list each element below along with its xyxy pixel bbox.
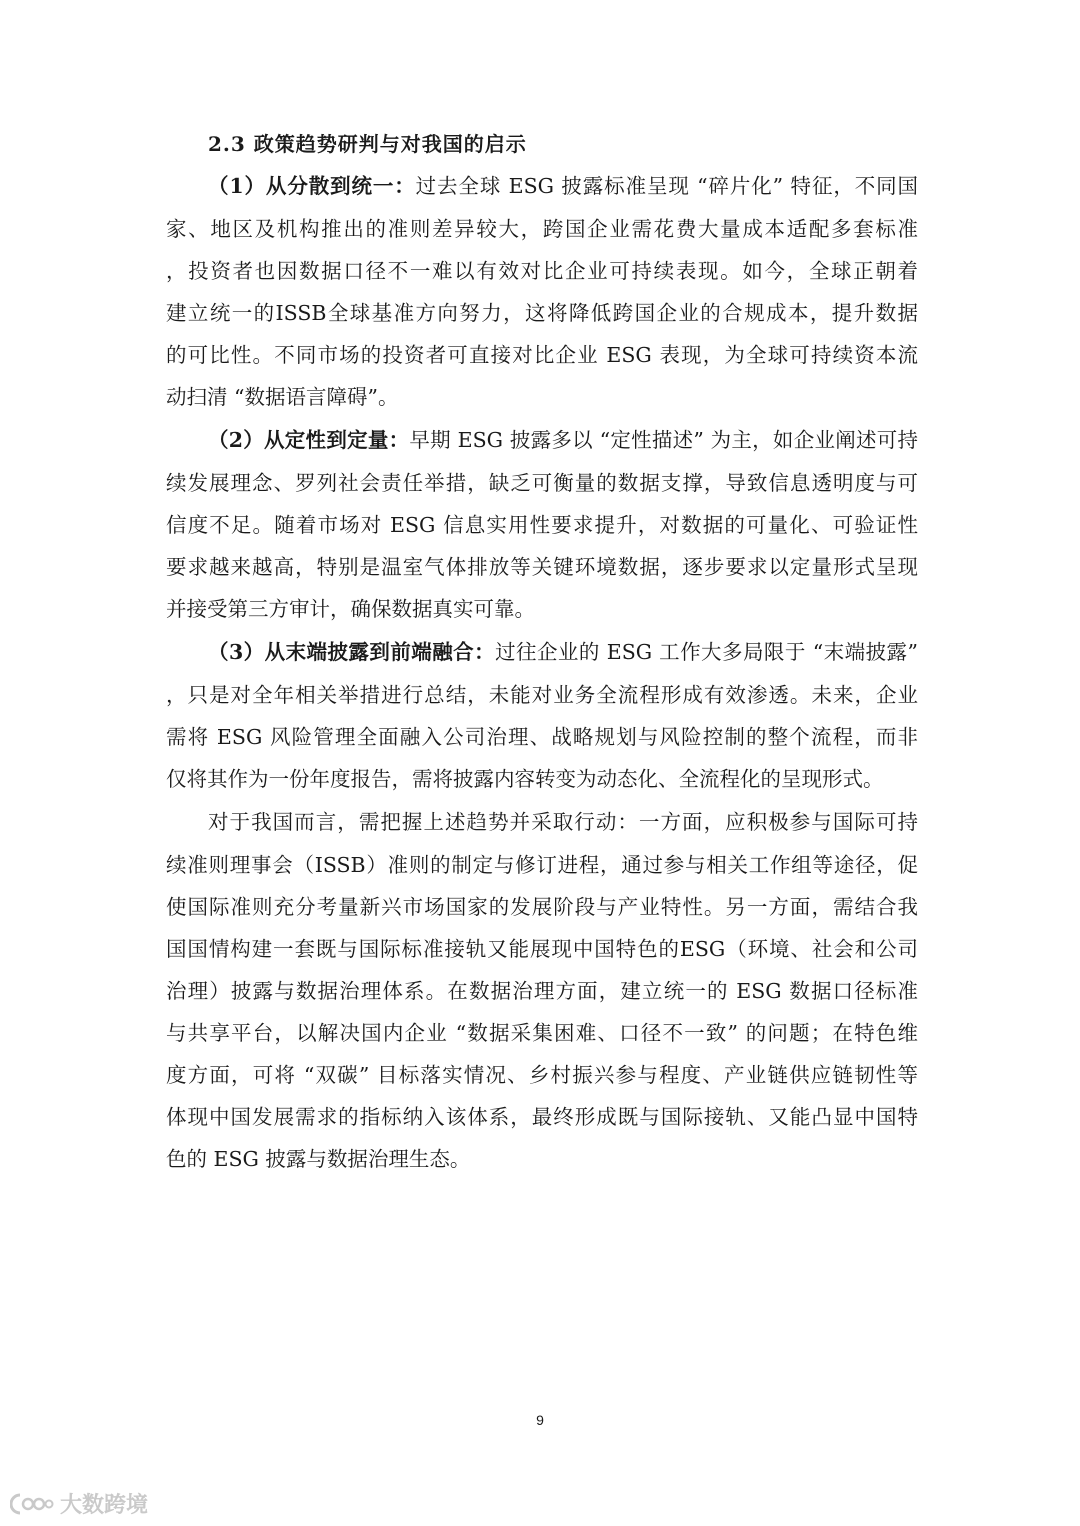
paragraph-1-line-3: ，投资者也因数据口径不一难以有效对比企业可持续表现。如今，全球正朝着 — [166, 259, 918, 283]
paragraph-4-line-5: 治理）披露与数据治理体系。在数据治理方面，建立统一的 ESG 数据口径标准 — [166, 979, 918, 1003]
paragraph-4-line-3: 使国际准则充分考量新兴市场国家的发展阶段与产业特性。另一方面，需结合我 — [166, 895, 918, 919]
paragraph-1-line-6: 动扫清 “数据语言障碍”。 — [166, 385, 399, 409]
paragraph-3-lead: （3）从末端披露到前端融合： — [208, 640, 496, 664]
paragraph-4-line-2: 续准则理事会（ISSB）准则的制定与修订进程，通过参与相关工作组等途径，促 — [166, 853, 918, 877]
watermark — [10, 1488, 148, 1519]
paragraph-2-line-4: 要求越来越高，特别是温室气体排放等关键环境数据，逐步要求以定量形式呈现 — [166, 555, 918, 579]
paragraph-1-line-2: 家、地区及机构推出的准则差异较大，跨国企业需花费大量成本适配多套标准 — [166, 217, 918, 241]
brand-logo-icon — [10, 1492, 54, 1516]
paragraph-4-line-8: 体现中国发展需求的指标纳入该体系，最终形成既与国际接轨、又能凸显中国特 — [166, 1105, 918, 1129]
paragraph-1-line-5: 的可比性。不同市场的投资者可直接对比企业 ESG 表现，为全球可持续资本流 — [166, 343, 918, 367]
paragraph-1-line-4: 建立统一的ISSB全球基准方向努力，这将降低跨国企业的合规成本，提升数据 — [166, 301, 918, 325]
paragraph-3-line-1: （3）从末端披露到前端融合：过往企业的 ESG 工作大多局限于 “末端披露” — [208, 640, 918, 664]
paragraph-3-line-3: 需将 ESG 风险管理全面融入公司治理、战略规划与风险控制的整个流程，而非 — [166, 725, 918, 749]
paragraph-4-line-9: 色的 ESG 披露与数据治理生态。 — [166, 1147, 471, 1171]
paragraph-4-line-6: 与共享平台，以解决国内企业 “数据采集困难、口径不一致” 的问题；在特色维 — [166, 1021, 918, 1045]
paragraph-2-line-3: 信度不足。随着市场对 ESG 信息实用性要求提升，对数据的可量化、可验证性 — [166, 513, 918, 537]
paragraph-1-line-1: （1）从分散到统一：过去全球 ESG 披露标准呈现 “碎片化” 特征，不同国 — [208, 174, 918, 198]
paragraph-3-line-2: ，只是对全年相关举措进行总结，未能对业务全流程形成有效渗透。未来，企业 — [166, 683, 918, 707]
watermark-text: 大数跨境 — [60, 1493, 149, 1518]
paragraph-2-line-5: 并接受第三方审计，确保数据真实可靠。 — [166, 597, 535, 621]
page-number: 9 — [536, 1412, 544, 1428]
section-heading: 2.3 政策趋势研判与对我国的启示 — [208, 132, 527, 156]
paragraph-2-line-2: 续发展理念、罗列社会责任举措，缺乏可衡量的数据支撑，导致信息透明度与可 — [166, 471, 918, 495]
paragraph-4-line-1: 对于我国而言，需把握上述趋势并采取行动：一方面，应积极参与国际可持 — [208, 810, 918, 834]
paragraph-2-line-1: （2）从定性到定量：早期 ESG 披露多以 “定性描述” 为主，如企业阐述可持 — [208, 428, 918, 452]
paragraph-2-lead: （2）从定性到定量： — [208, 428, 410, 452]
paragraph-1-lead: （1）从分散到统一： — [208, 174, 416, 198]
paragraph-3-line-4: 仅将其作为一份年度报告，需将披露内容转变为动态化、全流程化的呈现形式。 — [166, 767, 884, 791]
paragraph-4-line-7: 度方面，可将 “双碳” 目标落实情况、乡村振兴参与程度、产业链供应链韧性等 — [166, 1063, 918, 1087]
paragraph-4-line-4: 国国情构建一套既与国际标准接轨又能展现中国特色的ESG（环境、社会和公司 — [166, 937, 918, 961]
